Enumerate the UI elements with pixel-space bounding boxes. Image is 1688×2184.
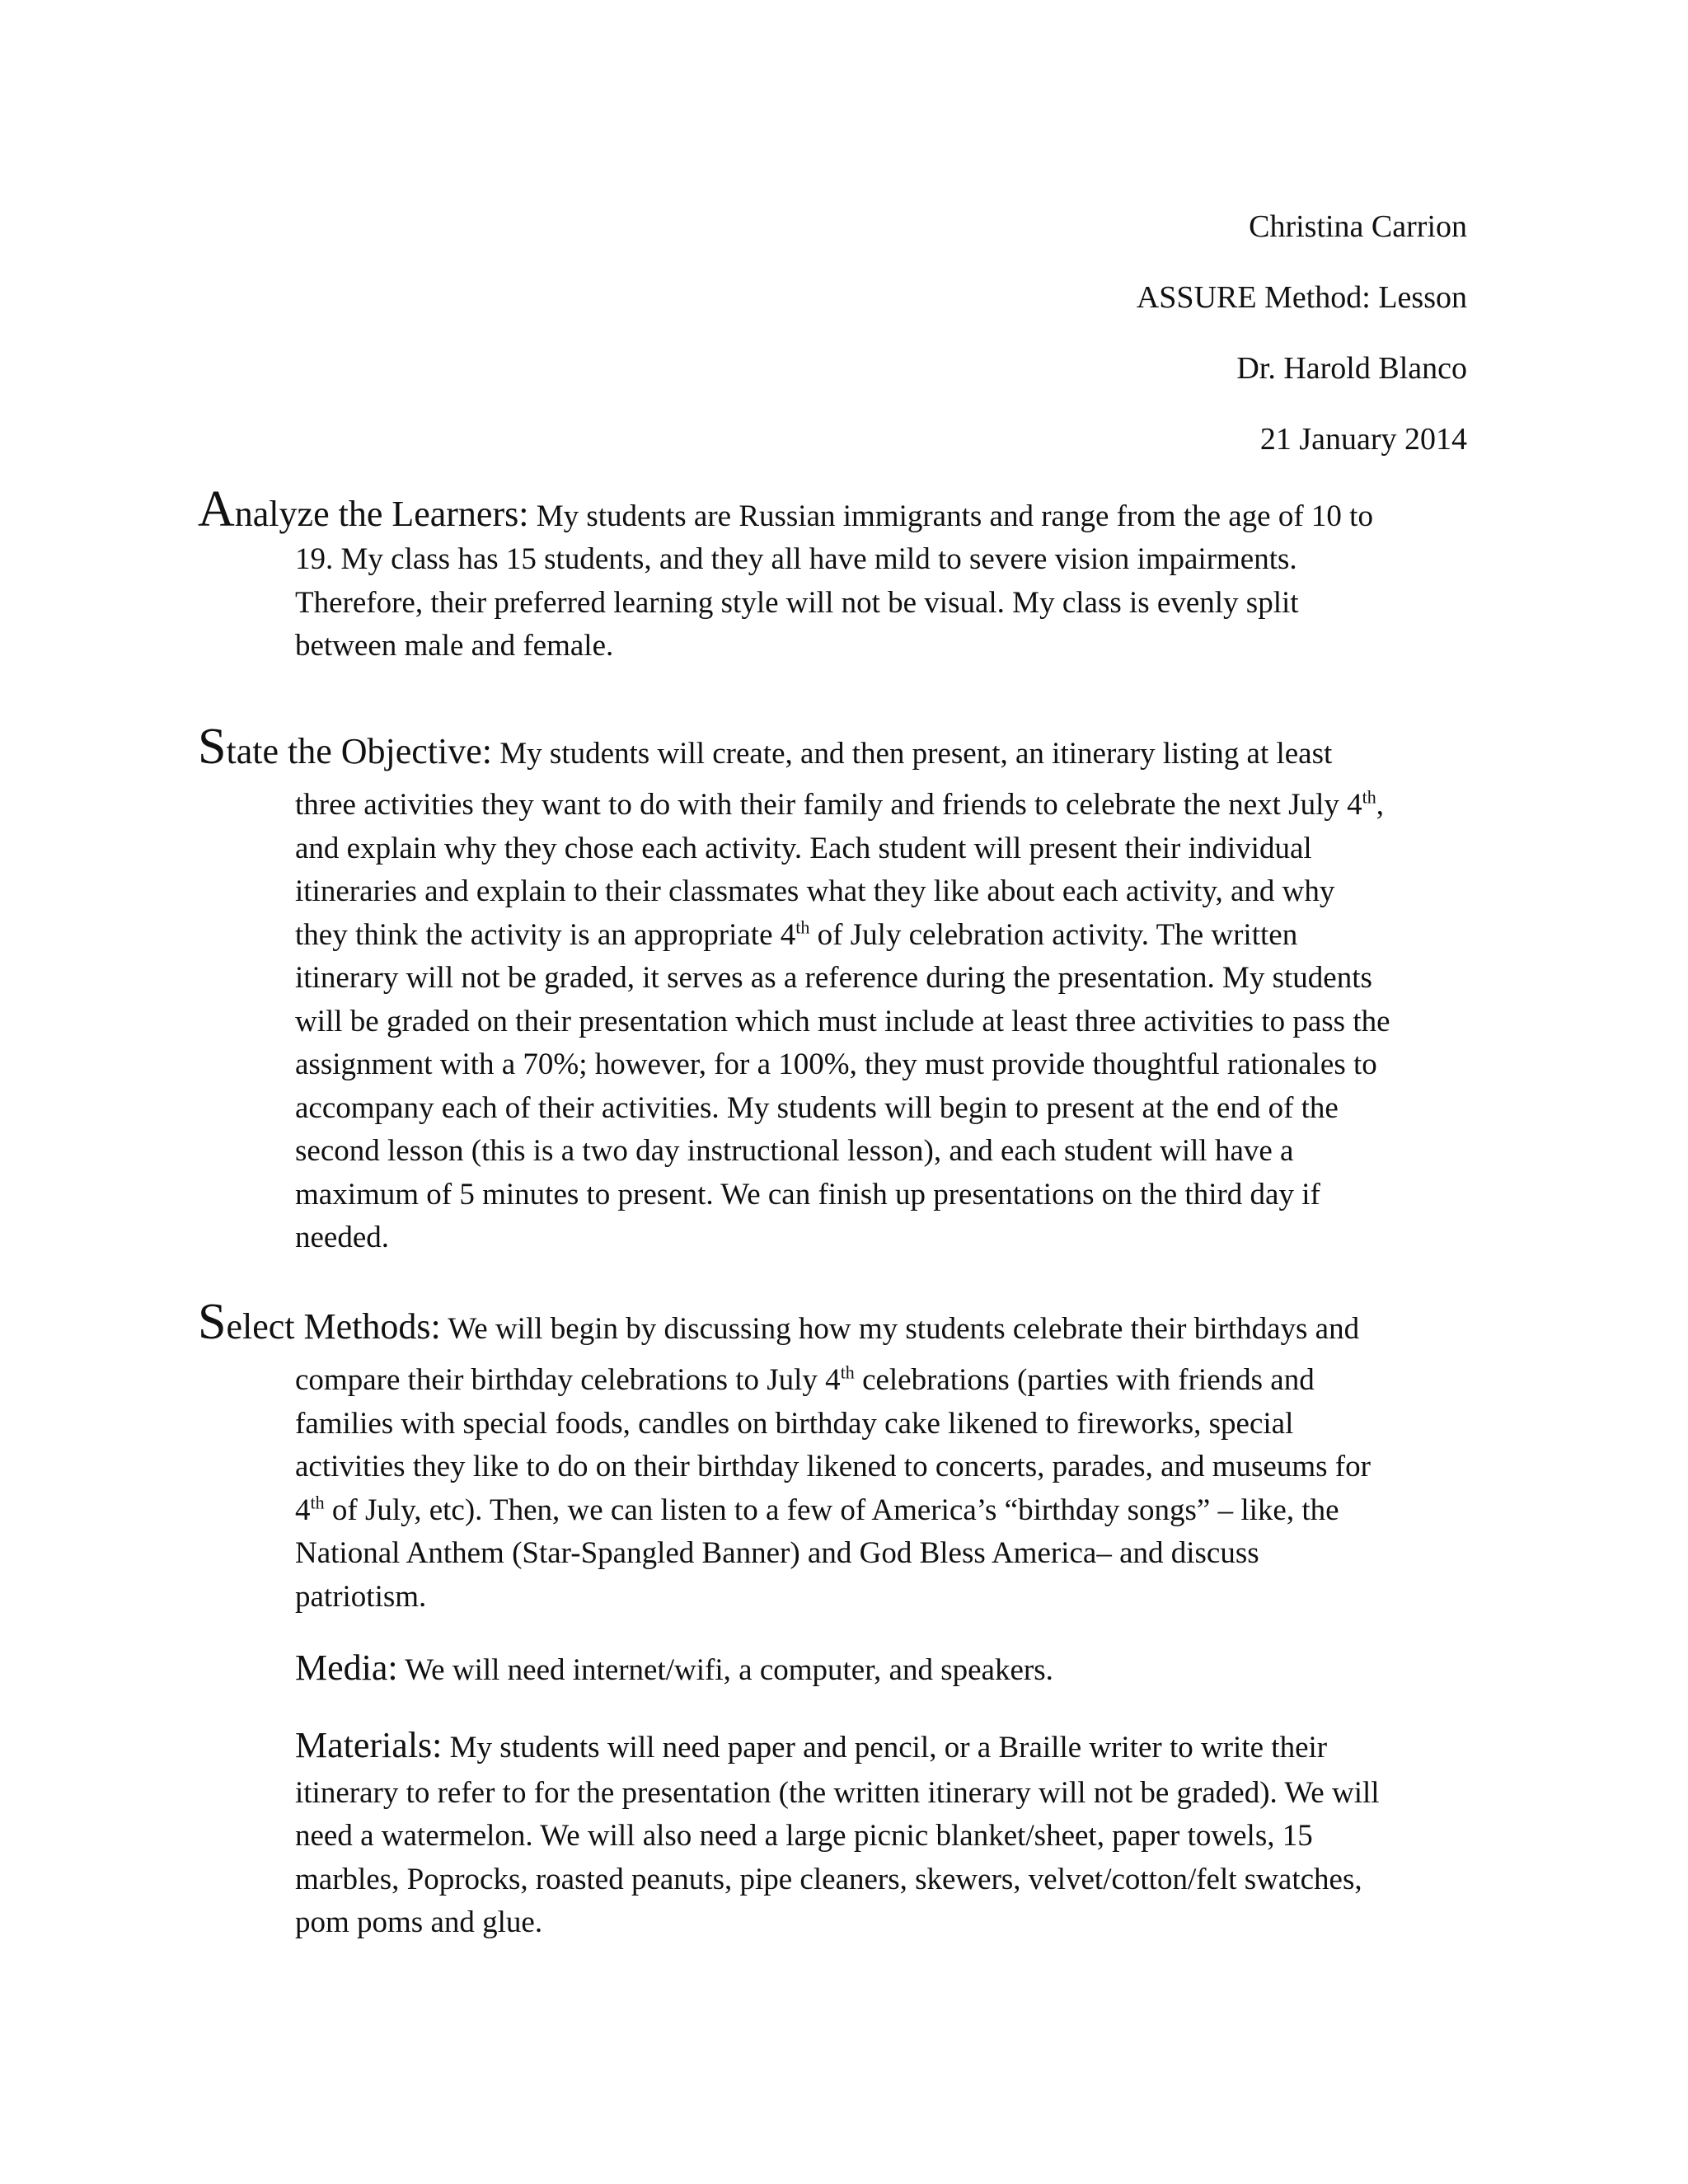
paragraph-line: and explain why they chose each activity. Each student will present their individual bbox=[295, 831, 1312, 865]
materials-first-line bbox=[295, 1724, 1482, 1770]
text-run: of July celebration activity. The written bbox=[809, 917, 1298, 952]
superscript: th bbox=[795, 916, 810, 938]
materials-heading: Materials: bbox=[295, 1725, 443, 1765]
paragraph-line: Therefore, their preferred learning style will not be visual. My class is evenly split bbox=[295, 585, 1299, 620]
paragraph-line: activities they like to do on their birthday likened to concerts, parades, and museums for bbox=[295, 1450, 1371, 1483]
paragraph-line: National Anthem (Star-Spangled Banner) and God Bless America– and discuss bbox=[295, 1536, 1259, 1570]
section-objective-body bbox=[295, 784, 1474, 1260]
materials-first-text: My students will need paper and pencil, or a Braille writer to write their bbox=[442, 1731, 1328, 1765]
section-analyze-learners bbox=[198, 481, 1484, 668]
paragraph-line: families with special foods, candles on birthday cake likened to fireworks, special bbox=[295, 1406, 1294, 1441]
section-analyze-heading: nalyze the Learners: bbox=[234, 494, 529, 534]
paragraph-line: 19. My class has 15 students, and they all have mild to severe vision impairments. bbox=[295, 542, 1297, 576]
superscript: th bbox=[840, 1361, 855, 1383]
paragraph-line: between male and female. bbox=[295, 629, 614, 663]
instructor-name: Dr. Harold Blanco bbox=[1236, 351, 1467, 386]
document-header bbox=[1137, 191, 1467, 475]
section-state-objective bbox=[198, 719, 1484, 1260]
paragraph-line: pom poms and glue. bbox=[295, 1905, 543, 1939]
section-analyze-first-text: My students are Russian immigrants and range from the age of 10 to bbox=[528, 499, 1373, 533]
text-run: , bbox=[1376, 788, 1384, 822]
media-text: We will need internet/wifi, a computer, and speakers. bbox=[397, 1653, 1053, 1687]
superscript: th bbox=[1362, 786, 1376, 808]
paragraph-line: needed. bbox=[295, 1221, 390, 1254]
section-analyze-drop-letter: A bbox=[198, 481, 235, 537]
text-run: compare their birthday celebrations to July 4 bbox=[295, 1363, 841, 1397]
paragraph-line bbox=[295, 914, 1474, 958]
section-materials bbox=[295, 1724, 1482, 1945]
author-name: Christina Carrion bbox=[1249, 209, 1467, 244]
paragraph-line: itinerary to refer to for the presentation (the written itinerary will not be graded). We will bbox=[295, 1775, 1380, 1810]
paragraph-line bbox=[295, 784, 1474, 827]
paragraph-line: second lesson (this is a two day instructional lesson), and each student will have a bbox=[295, 1134, 1294, 1168]
section-methods-first-text: We will begin by discussing how my students celebrate their birthdays and bbox=[440, 1312, 1360, 1346]
section-objective-heading: tate the Objective: bbox=[226, 731, 493, 771]
section-analyze-body bbox=[295, 538, 1474, 668]
media-line bbox=[295, 1647, 1482, 1693]
section-methods-body bbox=[295, 1359, 1474, 1619]
section-methods-first-line bbox=[198, 1294, 1484, 1351]
section-analyze-first-line bbox=[198, 481, 1484, 538]
document-date: 21 January 2014 bbox=[1259, 422, 1467, 457]
paragraph-line: marbles, Poprocks, roasted peanuts, pipe cleaners, skewers, velvet/cotton/felt swatches, bbox=[295, 1862, 1362, 1896]
superscript: th bbox=[310, 1492, 325, 1513]
paragraph-line: itinerary will not be graded, it serves as a reference during the presentation. My students bbox=[295, 961, 1372, 995]
assignment-title: ASSURE Method: Lesson bbox=[1136, 280, 1467, 315]
section-objective-first-text: My students will create, and then present, an itinerary listing at least bbox=[492, 737, 1333, 771]
text-run: they think the activity is an appropriate 4 bbox=[295, 917, 796, 952]
text-run: of July, etc). Then, we can listen to a few of America’s “birthday songs” – like, the bbox=[324, 1493, 1339, 1527]
section-methods-heading: elect Methods: bbox=[226, 1306, 441, 1347]
text-run: 4 bbox=[295, 1493, 311, 1527]
paragraph-line: assignment with a 70%; however, for a 100%, they must provide thoughtful rationales to bbox=[295, 1047, 1377, 1081]
section-objective-first-line bbox=[198, 719, 1484, 776]
paragraph-line: patriotism. bbox=[295, 1579, 427, 1614]
section-methods-drop-letter: S bbox=[198, 1294, 227, 1350]
paragraph-line: itineraries and explain to their classmates what they like about each activity, and why bbox=[295, 874, 1335, 908]
paragraph-line: maximum of 5 minutes to present. We can finish up presentations on the third day if bbox=[295, 1177, 1320, 1212]
paragraph-line: accompany each of their activities. My students will begin to present at the end of the bbox=[295, 1090, 1339, 1125]
section-objective-drop-letter: S bbox=[198, 719, 227, 775]
text-run: celebrations (parties with friends and bbox=[854, 1363, 1315, 1397]
paragraph-line bbox=[295, 1359, 1474, 1403]
paragraph-line: need a watermelon. We will also need a large picnic blanket/sheet, paper towels, 15 bbox=[295, 1819, 1313, 1853]
section-select-methods bbox=[198, 1294, 1484, 1619]
text-run: three activities they want to do with their family and friends to celebrate the next July 4 bbox=[295, 788, 1362, 822]
paragraph-line: will be graded on their presentation which must include at least three activities to pass the bbox=[295, 1004, 1390, 1038]
media-heading: Media: bbox=[295, 1647, 398, 1688]
section-media bbox=[295, 1647, 1482, 1693]
paragraph-line bbox=[295, 1489, 1474, 1533]
